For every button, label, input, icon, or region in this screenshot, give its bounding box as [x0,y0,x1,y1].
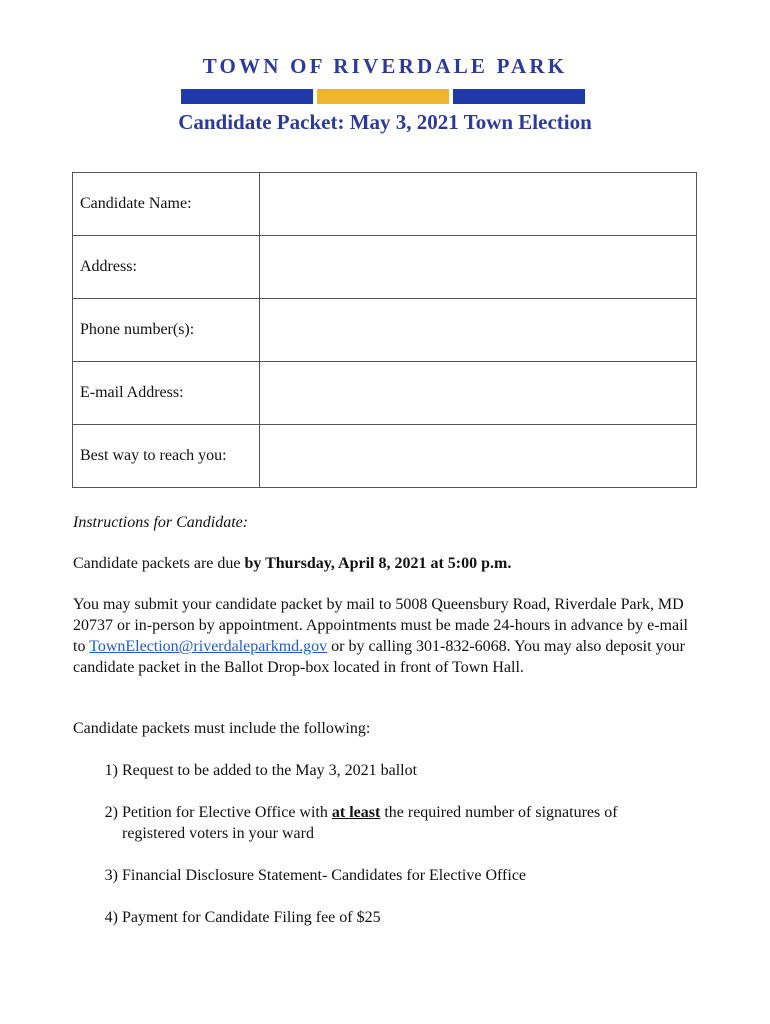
list-text: Payment for Candidate Filing fee of $25 [122,909,381,926]
contact-preference-field[interactable] [260,425,697,488]
due-prefix: Candidate packets are due [73,555,245,572]
list-number: 3) [104,867,118,884]
list-text: Financial Disclosure Statement- Candidates for Elective Office [122,867,527,884]
town-title: TOWN OF RIVERDALE PARK [202,54,568,78]
submission-instructions [73,594,698,678]
contact-preference-label: Best way to reach you: [73,425,260,488]
candidate-name-field[interactable] [260,173,697,236]
address-label: Address: [73,236,260,299]
list-number: 2) [104,804,118,821]
phone-field[interactable] [260,299,697,362]
due-date-text [73,553,698,574]
submission-text-part2: or by calling 301-832-6068. You may also deposit your candidate packet in the Ballot Drop-box located in front of Town Hall. [73,638,685,676]
requirements-list [73,760,683,949]
include-heading: Candidate packets must include the following: [73,720,371,737]
header-bar-middle [317,89,449,104]
list-number: 4) [104,909,118,926]
list-item [73,907,683,928]
header-bar-left [181,89,313,104]
election-email-link[interactable]: TownElection@riverdaleparkmd.gov [89,638,328,655]
phone-label: Phone number(s): [73,299,260,362]
list-item [73,865,683,886]
submission-text-part1: You may submit your candidate packet by mail to 5008 Queensbury Road, Riverdale Park, MD 20737 or in-person by appointment. Appointments must be made 24-hours in advance by e-mail to [73,596,688,655]
table-row [73,173,697,236]
header-color-bars [181,89,585,104]
email-label: E-mail Address: [73,362,260,425]
list-item [73,760,683,781]
emphasis-at-least: at least [331,804,381,821]
email-field[interactable] [260,362,697,425]
due-date-bold: by Thursday, April 8, 2021 at 5:00 p.m. [244,555,512,572]
list-text: Request to be added to the May 3, 2021 ballot [122,762,418,779]
table-row [73,236,697,299]
candidate-info-table [72,172,697,488]
table-row [73,299,697,362]
table-row [73,362,697,425]
list-item [73,802,683,844]
list-number: 1) [104,762,118,779]
list-text: Petition for Elective Office with at least the required number of signatures of registered voters in your ward [122,804,618,842]
table-row [73,425,697,488]
packet-title: Candidate Packet: May 3, 2021 Town Election [178,110,592,134]
instructions-heading: Instructions for Candidate: [73,514,249,531]
address-field[interactable] [260,236,697,299]
candidate-name-label: Candidate Name: [73,173,260,236]
header-bar-right [453,89,585,104]
